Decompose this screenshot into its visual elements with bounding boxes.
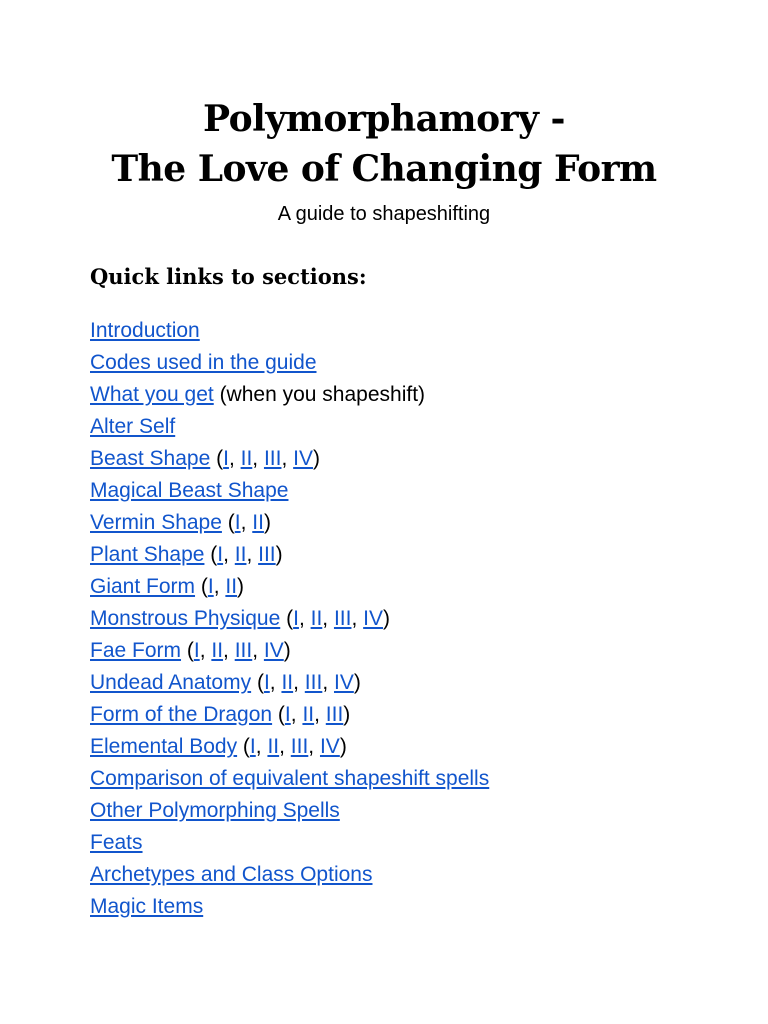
list-item: Form of the Dragon (I, II, III)	[90, 703, 351, 726]
link-undead-anatomy[interactable]: Undead Anatomy	[90, 671, 252, 694]
link-vermin-shape-ii[interactable]: II	[252, 511, 264, 534]
list-item	[90, 411, 489, 443]
link-elemental-body[interactable]: Elemental Body	[90, 735, 238, 758]
link-comparison-of-equivalent-shapeshift-spells[interactable]: Comparison of equivalent shapeshift spells	[90, 767, 490, 790]
link-monstrous-physique[interactable]: Monstrous Physique	[90, 607, 281, 630]
list-item	[90, 763, 489, 795]
link-beast-shape-iv[interactable]: IV	[293, 447, 313, 470]
list-item: Giant Form (I, II)	[90, 575, 245, 598]
link-note: (when you shapeshift)	[213, 383, 426, 406]
list-item: Undead Anatomy (I, II, III, IV)	[90, 671, 361, 694]
link-form-of-the-dragon-ii[interactable]: II	[302, 703, 315, 726]
list-item	[90, 475, 489, 507]
list-item	[90, 827, 489, 859]
link-monstrous-physique-iv[interactable]: IV	[363, 607, 383, 630]
title-line-2: The Love of Changing Form	[111, 148, 657, 190]
link-beast-shape-i[interactable]: I	[223, 447, 229, 470]
link-fae-form[interactable]: Fae Form	[90, 639, 182, 662]
link-alter-self[interactable]: Alter Self	[90, 415, 176, 438]
list-item	[90, 315, 489, 347]
link-feats[interactable]: Feats	[90, 831, 143, 854]
link-vermin-shape-i[interactable]: I	[234, 511, 241, 534]
list-item	[90, 859, 489, 891]
link-what-you-get[interactable]: What you get	[90, 383, 214, 406]
link-plant-shape-iii[interactable]: III	[258, 543, 276, 566]
link-magical-beast-shape[interactable]: Magical Beast Shape	[90, 479, 289, 502]
link-elemental-body-iv[interactable]: IV	[319, 735, 340, 758]
link-monstrous-physique-i[interactable]: I	[293, 607, 299, 630]
link-elemental-body-iii[interactable]: III	[290, 735, 309, 758]
list-item: Monstrous Physique (I, II, III, IV)	[90, 607, 390, 630]
list-item	[90, 347, 489, 379]
link-undead-anatomy-i[interactable]: I	[263, 671, 270, 694]
link-form-of-the-dragon-iii[interactable]: III	[325, 703, 344, 726]
link-form-of-the-dragon-i[interactable]: I	[284, 703, 291, 726]
link-introduction[interactable]: Introduction	[90, 319, 200, 342]
link-plant-shape-i[interactable]: I	[217, 543, 224, 566]
link-fae-form-iii[interactable]: III	[234, 639, 253, 662]
quick-links-list	[90, 315, 489, 923]
title-line-1: Polymorphamory -	[203, 98, 565, 140]
list-item	[90, 379, 489, 411]
link-undead-anatomy-iv[interactable]: IV	[333, 671, 354, 694]
list-item: Fae Form (I, II, III, IV)	[90, 639, 291, 662]
link-monstrous-physique-ii[interactable]: II	[310, 607, 323, 630]
link-other-polymorphing-spells[interactable]: Other Polymorphing Spells	[90, 799, 340, 822]
link-fae-form-ii[interactable]: II	[211, 639, 224, 662]
list-item	[90, 795, 489, 827]
link-monstrous-physique-iii[interactable]: III	[333, 607, 352, 630]
list-item: Elemental Body (I, II, III, IV)	[90, 735, 347, 758]
link-plant-shape[interactable]: Plant Shape	[90, 543, 205, 566]
link-form-of-the-dragon[interactable]: Form of the Dragon	[90, 703, 273, 726]
list-item	[90, 891, 489, 923]
link-elemental-body-ii[interactable]: II	[267, 735, 280, 758]
list-item: Beast Shape (I, II, III, IV)	[90, 447, 320, 470]
link-undead-anatomy-iii[interactable]: III	[304, 671, 323, 694]
quick-links-heading: Quick links to sections:	[90, 264, 367, 289]
link-plant-shape-ii[interactable]: II	[234, 543, 247, 566]
link-codes-used-in-the-guide[interactable]: Codes used in the guide	[90, 351, 317, 374]
link-fae-form-iv[interactable]: IV	[263, 639, 284, 662]
list-item: Plant Shape (I, II, III)	[90, 543, 283, 566]
link-elemental-body-i[interactable]: I	[249, 735, 256, 758]
document-subtitle: A guide to shapeshifting	[277, 203, 491, 225]
link-beast-shape[interactable]: Beast Shape	[90, 447, 211, 470]
link-undead-anatomy-ii[interactable]: II	[281, 671, 294, 694]
list-item: Vermin Shape (I, II)	[90, 511, 271, 534]
link-beast-shape-ii[interactable]: II	[240, 447, 253, 470]
link-giant-form[interactable]: Giant Form	[90, 575, 196, 598]
link-giant-form-i[interactable]: I	[207, 575, 214, 598]
link-giant-form-ii[interactable]: II	[225, 575, 238, 598]
link-archetypes-and-class-options[interactable]: Archetypes and Class Options	[90, 863, 373, 886]
link-vermin-shape[interactable]: Vermin Shape	[90, 511, 222, 534]
link-fae-form-i[interactable]: I	[193, 639, 200, 662]
document-title	[0, 94, 768, 194]
link-magic-items[interactable]: Magic Items	[90, 895, 204, 918]
link-beast-shape-iii[interactable]: III	[263, 447, 282, 470]
